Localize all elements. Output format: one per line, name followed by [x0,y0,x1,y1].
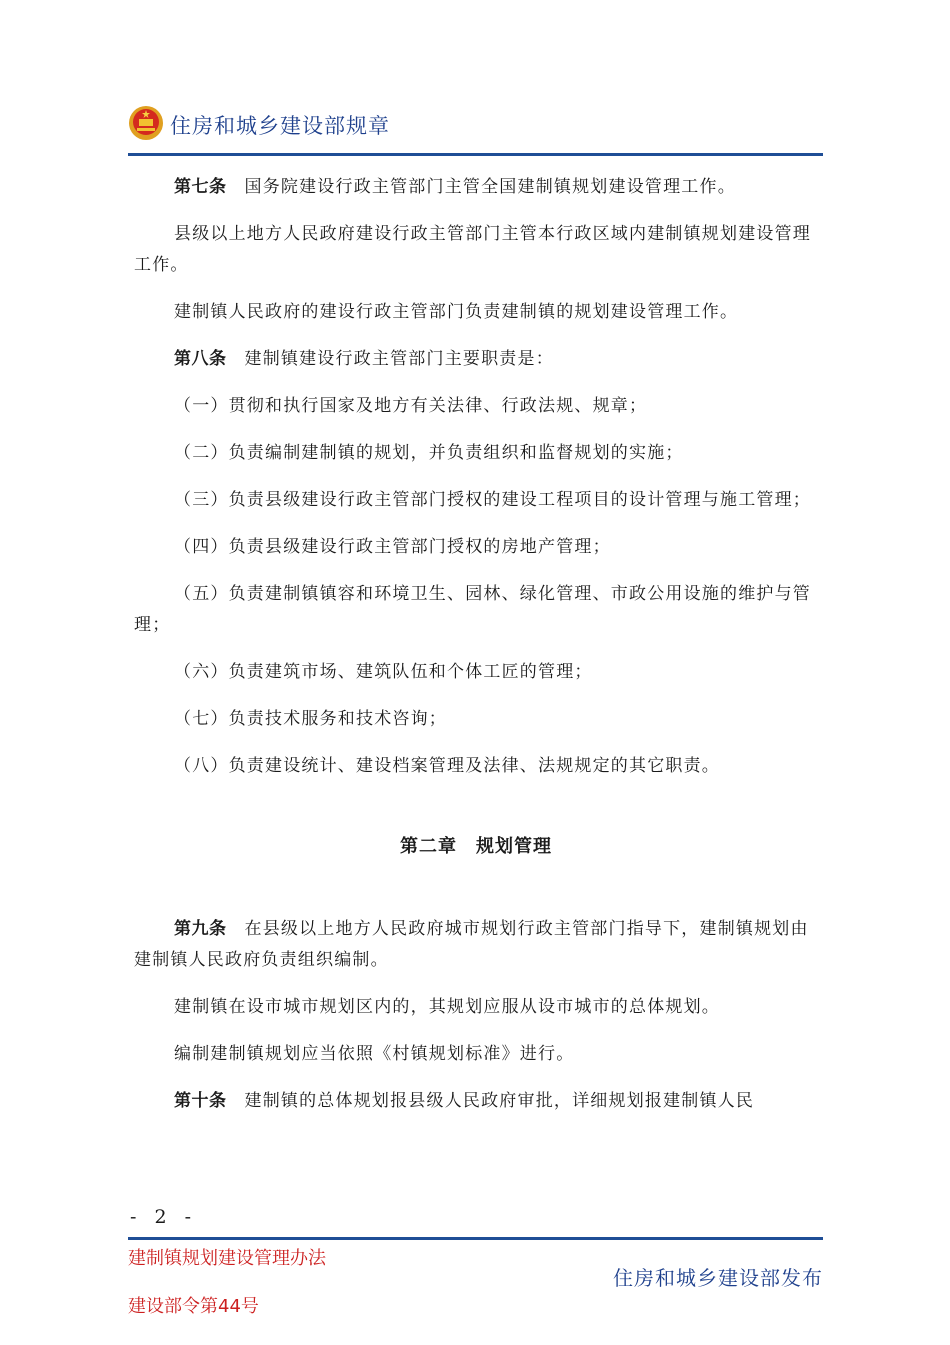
list-item: （二）负责编制建制镇的规划，并负责组织和监督规划的实施； [174,443,684,463]
page-number: - 2 - [130,1206,198,1228]
list-item: （六）负责建筑市场、建筑队伍和个体工匠的管理； [174,662,593,682]
article-7 [134,172,818,203]
header-title: 住房和城乡建设部规章 [170,114,390,138]
paragraph: 编制建制镇规划应当依照《村镇规划标准》进行。 [174,1044,575,1064]
list-item: （四）负责县级建设行政主管部门授权的房地产管理； [174,537,611,557]
list-item: （七）负责技术服务和技术咨询； [174,709,447,729]
list-item: （三）负责县级建设行政主管部门授权的建设工程项目的设计管理与施工管理； [174,490,811,510]
article-label: 第九条 [174,919,227,939]
national-emblem-icon [128,104,164,142]
page-header [128,104,823,156]
article-label: 第七条 [174,177,227,197]
list-item: （一）贯彻和执行国家及地方有关法律、行政法规、规章； [174,396,648,416]
header-rule [128,153,823,156]
list-item: （八）负责建设统计、建设档案管理及法律、法规规定的其它职责。 [174,756,720,776]
article-8 [134,344,818,375]
order-number: 建设部令第44号 [128,1296,259,1317]
chapter-heading: 第二章 规划管理 [400,836,552,857]
footer-rule [128,1237,823,1240]
paragraph: 建制镇人民政府的建设行政主管部门负责建制镇的规划建设管理工作。 [174,302,739,322]
article-text: 建制镇建设行政主管部门主要职责是： [244,349,554,369]
publisher: 住房和城乡建设部发布 [613,1266,823,1290]
paragraph: 县级以上地方人民政府建设行政主管部门主管本行政区域内建制镇规划建设管理工作。 [134,224,811,275]
article-text: 国务院建设行政主管部门主管全国建制镇规划建设管理工作。 [244,177,736,197]
list-item: （五）负责建制镇镇容和环境卫生、园林、绿化管理、市政公用设施的维护与管理； [134,584,811,635]
document-body [134,172,818,1133]
article-9 [134,914,818,976]
paragraph: 建制镇在设市城市规划区内的，其规划应服从设市城市的总体规划。 [174,997,720,1017]
document-title: 建制镇规划建设管理办法 [128,1248,326,1269]
article-label: 第十条 [174,1091,227,1111]
article-text: 建制镇的总体规划报县级人民政府审批，详细规划报建制镇人民 [244,1091,755,1111]
article-label: 第八条 [174,349,227,369]
article-10 [134,1086,818,1117]
article-text: 在县级以上地方人民政府城市规划行政主管部门指导下，建制镇规划由建制镇人民政府负责组织编制。 [134,919,809,970]
